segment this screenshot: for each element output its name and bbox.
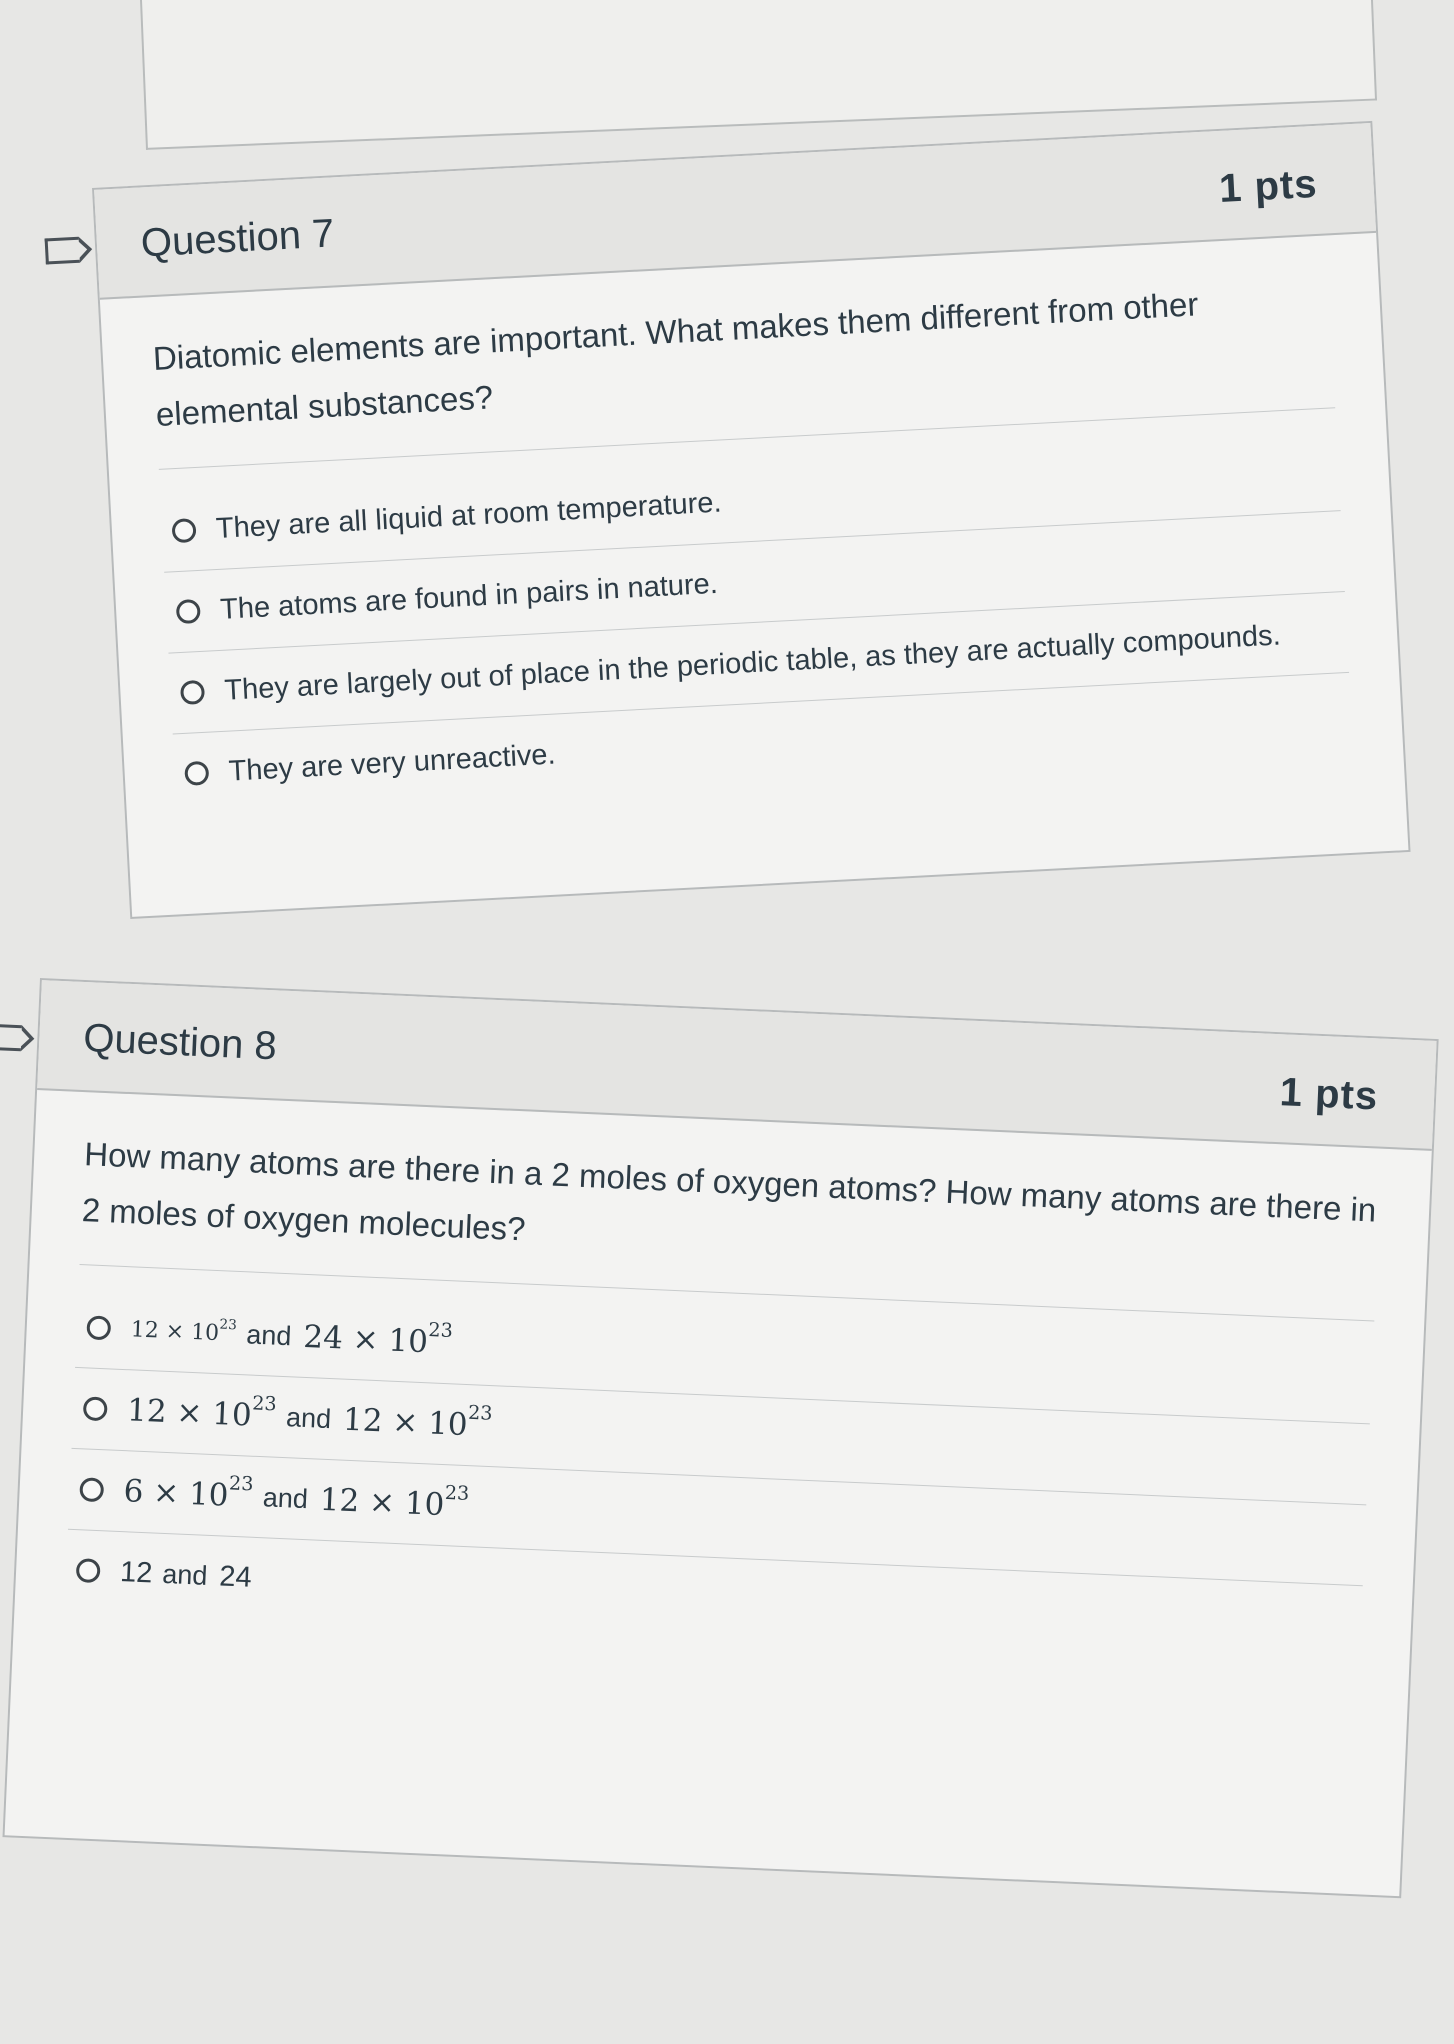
question-points: 1 pts	[1278, 1070, 1380, 1119]
question-title: Question 8	[82, 1015, 278, 1069]
answer-conjunction: and	[285, 1401, 332, 1434]
answer-value-b: 24	[218, 1559, 253, 1594]
flag-icon[interactable]	[0, 1024, 22, 1051]
radio-button[interactable]	[171, 518, 196, 543]
answer-conjunction: and	[262, 1481, 309, 1514]
question-text: Diatomic elements are important. What makes them different from other elemental substances?	[152, 269, 1336, 469]
exponent: 23	[251, 1391, 278, 1416]
answer-value-a: 12	[119, 1555, 154, 1589]
question-body	[100, 233, 1403, 817]
answer-value-b	[319, 1482, 469, 1524]
previous-question-strip	[140, 0, 1377, 150]
radio-button[interactable]	[176, 599, 201, 624]
base: 12 × 10	[126, 1392, 253, 1434]
answer-value-a	[130, 1317, 237, 1347]
answer-label: They are largely out of place in the periodic table, as they are actually compounds.	[223, 618, 1282, 707]
question-points: 1 pts	[1218, 161, 1319, 211]
exponent: 23	[228, 1471, 254, 1496]
base: 12 × 10	[319, 1481, 446, 1524]
answer-label: They are very unreactive.	[227, 738, 557, 788]
base: 6 × 10	[122, 1473, 230, 1514]
exponent: 23	[427, 1317, 454, 1343]
answer-conjunction: and	[245, 1318, 293, 1351]
answer-value-a	[123, 1473, 254, 1515]
radio-button[interactable]	[76, 1558, 101, 1583]
question-text: How many atoms are there in a 2 moles of oxygen atoms? How many atoms are there in 2 moles of oxygen molecules?	[80, 1126, 1381, 1321]
question-8-card	[2, 978, 1438, 1898]
exponent: 23	[467, 1400, 494, 1425]
radio-button[interactable]	[83, 1396, 108, 1421]
answer-value-b	[303, 1319, 453, 1361]
flag-icon[interactable]	[45, 237, 80, 265]
question-body	[15, 1090, 1432, 1668]
exponent: 23	[219, 1316, 238, 1333]
radio-button[interactable]	[184, 761, 209, 786]
base: 12 × 10	[342, 1401, 469, 1444]
base: 24 × 10	[302, 1318, 429, 1361]
question-title: Question 7	[139, 211, 336, 266]
base: 12 × 10	[130, 1316, 220, 1346]
answer-label: They are all liquid at room temperature.	[215, 486, 723, 545]
answer-value-a	[126, 1392, 276, 1434]
answer-conjunction: and	[161, 1558, 209, 1591]
answer-list	[160, 430, 1353, 814]
exponent: 23	[444, 1480, 470, 1505]
answer-list	[64, 1287, 1373, 1666]
radio-button[interactable]	[79, 1477, 104, 1502]
question-7-card	[92, 121, 1411, 919]
answer-label: The atoms are found in pairs in nature.	[219, 567, 719, 626]
answer-value-b	[342, 1402, 492, 1444]
radio-button[interactable]	[86, 1315, 111, 1340]
radio-button[interactable]	[180, 680, 205, 705]
